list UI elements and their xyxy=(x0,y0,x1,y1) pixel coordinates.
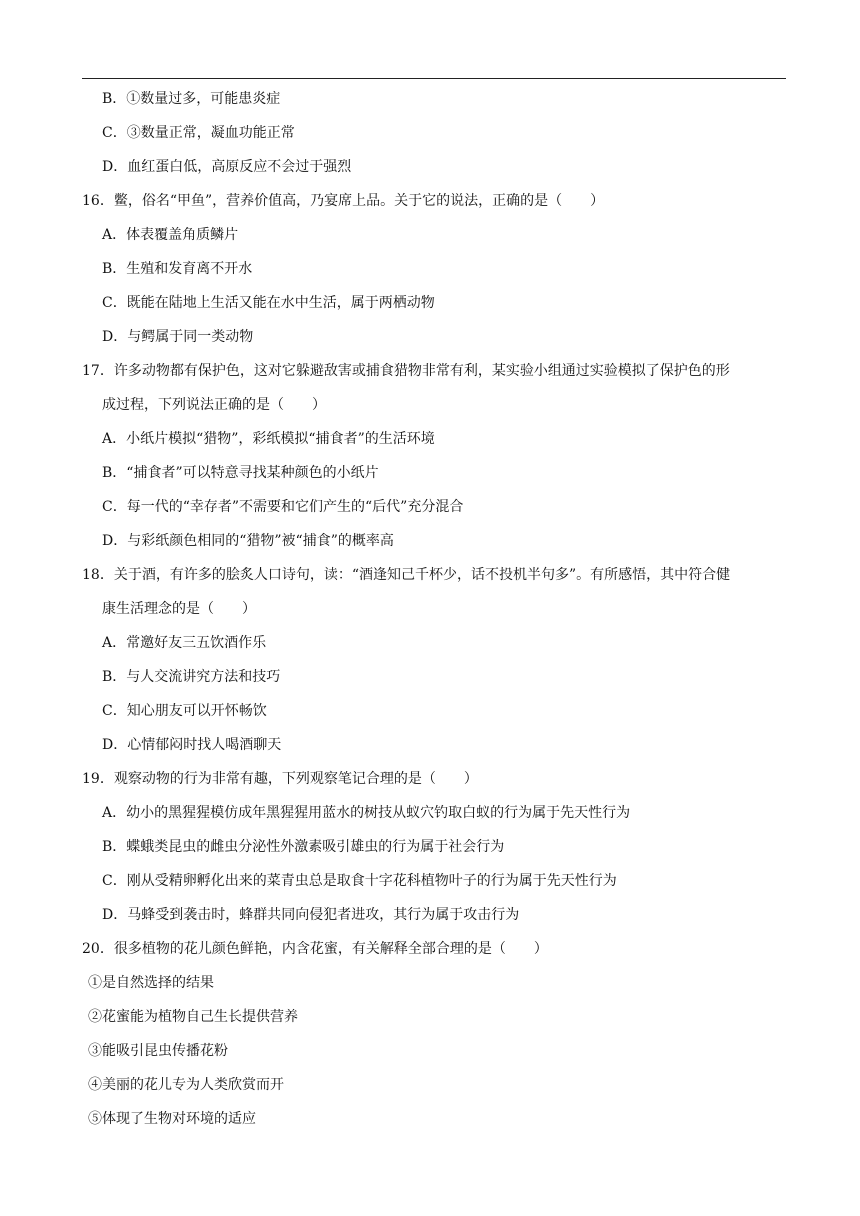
question-16-option-c: C．既能在陆地上生活又能在水中生活，属于两栖动物 xyxy=(102,295,435,311)
question-17-stem: 17．许多动物都有保护色，这对它躲避敌害或捕食猎物非常有利，某实验小组通过实验模拟了保护色的形 xyxy=(82,363,730,379)
question-20-stem: 20．很多植物的花儿颜色鲜艳，内含花蜜，有关解释全部合理的是（ ） xyxy=(82,941,548,957)
question-19-option-d: D．马蜂受到袭击时，蜂群共同向侵犯者进攻，其行为属于攻击行为 xyxy=(102,907,520,923)
option-prev-b: B．①数量过多，可能患炎症 xyxy=(102,91,281,107)
option-prev-c: C．③数量正常，凝血功能正常 xyxy=(102,125,295,141)
question-17 xyxy=(82,354,786,558)
question-16-option-b: B．生殖和发育离不开水 xyxy=(102,261,253,277)
question-19-stem: 19．观察动物的行为非常有趣，下列观察笔记合理的是（ ） xyxy=(82,771,478,787)
header-rule xyxy=(82,78,786,79)
question-17-option-a: A．小纸片模拟“猎物”，彩纸模拟“捕食者”的生活环境 xyxy=(102,431,435,447)
question-18-stem-cont: 康生活理念的是（ ） xyxy=(102,601,256,617)
question-18-option-c: C．知心朋友可以开怀畅饮 xyxy=(102,703,267,719)
question-16 xyxy=(82,184,786,354)
question-19-option-b: B．蝶蛾类昆虫的雌虫分泌性外激素吸引雄虫的行为属于社会行为 xyxy=(102,839,505,855)
question-17-stem-cont: 成过程，下列说法正确的是（ ） xyxy=(102,397,326,413)
question-18-option-a: A．常邀好友三五饮酒作乐 xyxy=(102,635,267,651)
question-19 xyxy=(82,762,786,932)
question-18-option-d: D．心情郁闷时找人喝酒聊天 xyxy=(102,737,282,753)
question-19-option-c: C．刚从受精卵孵化出来的菜青虫总是取食十字花科植物叶子的行为属于先天性行为 xyxy=(102,873,617,889)
question-17-option-c: C．每一代的“幸存者”不需要和它们产生的“后代”充分混合 xyxy=(102,499,464,515)
question-20-statement-3: ③能吸引昆虫传播花粉 xyxy=(88,1043,228,1059)
question-16-option-d: D．与鳄属于同一类动物 xyxy=(102,329,254,345)
question-20-statement-2: ②花蜜能为植物自己生长提供营养 xyxy=(88,1009,298,1025)
question-18-option-b: B．与人交流讲究方法和技巧 xyxy=(102,669,281,685)
question-17-option-d: D．与彩纸颜色相同的“猎物”被“捕食”的概率高 xyxy=(102,533,394,549)
question-20-statement-1: ①是自然选择的结果 xyxy=(88,975,214,991)
question-20-statement-4: ④美丽的花儿专为人类欣赏而开 xyxy=(88,1077,284,1093)
question-16-option-a: A．体表覆盖角质鳞片 xyxy=(102,227,239,243)
option-prev-d: D．血红蛋白低，高原反应不会过于强烈 xyxy=(102,159,352,175)
page-content xyxy=(82,82,786,1136)
question-19-option-a: A．幼小的黑猩猩模仿成年黑猩猩用蓝水的树技从蚁穴钓取白蚁的行为属于先天性行为 xyxy=(102,805,631,821)
question-17-option-b: B．“捕食者”可以特意寻找某种颜色的小纸片 xyxy=(102,465,379,481)
question-20 xyxy=(82,932,786,1136)
question-20-statement-5: ⑤体现了生物对环境的适应 xyxy=(88,1111,256,1127)
question-18-stem: 18．关于酒，有许多的脍炙人口诗句，读：“酒逢知己千杯少，话不投机半句多”。有所感悟，其中符合健 xyxy=(82,567,731,583)
question-16-stem: 16．鳖，俗名“甲鱼”，营养价值高，乃宴席上品。关于它的说法，正确的是（ ） xyxy=(82,193,605,209)
question-18 xyxy=(82,558,786,762)
